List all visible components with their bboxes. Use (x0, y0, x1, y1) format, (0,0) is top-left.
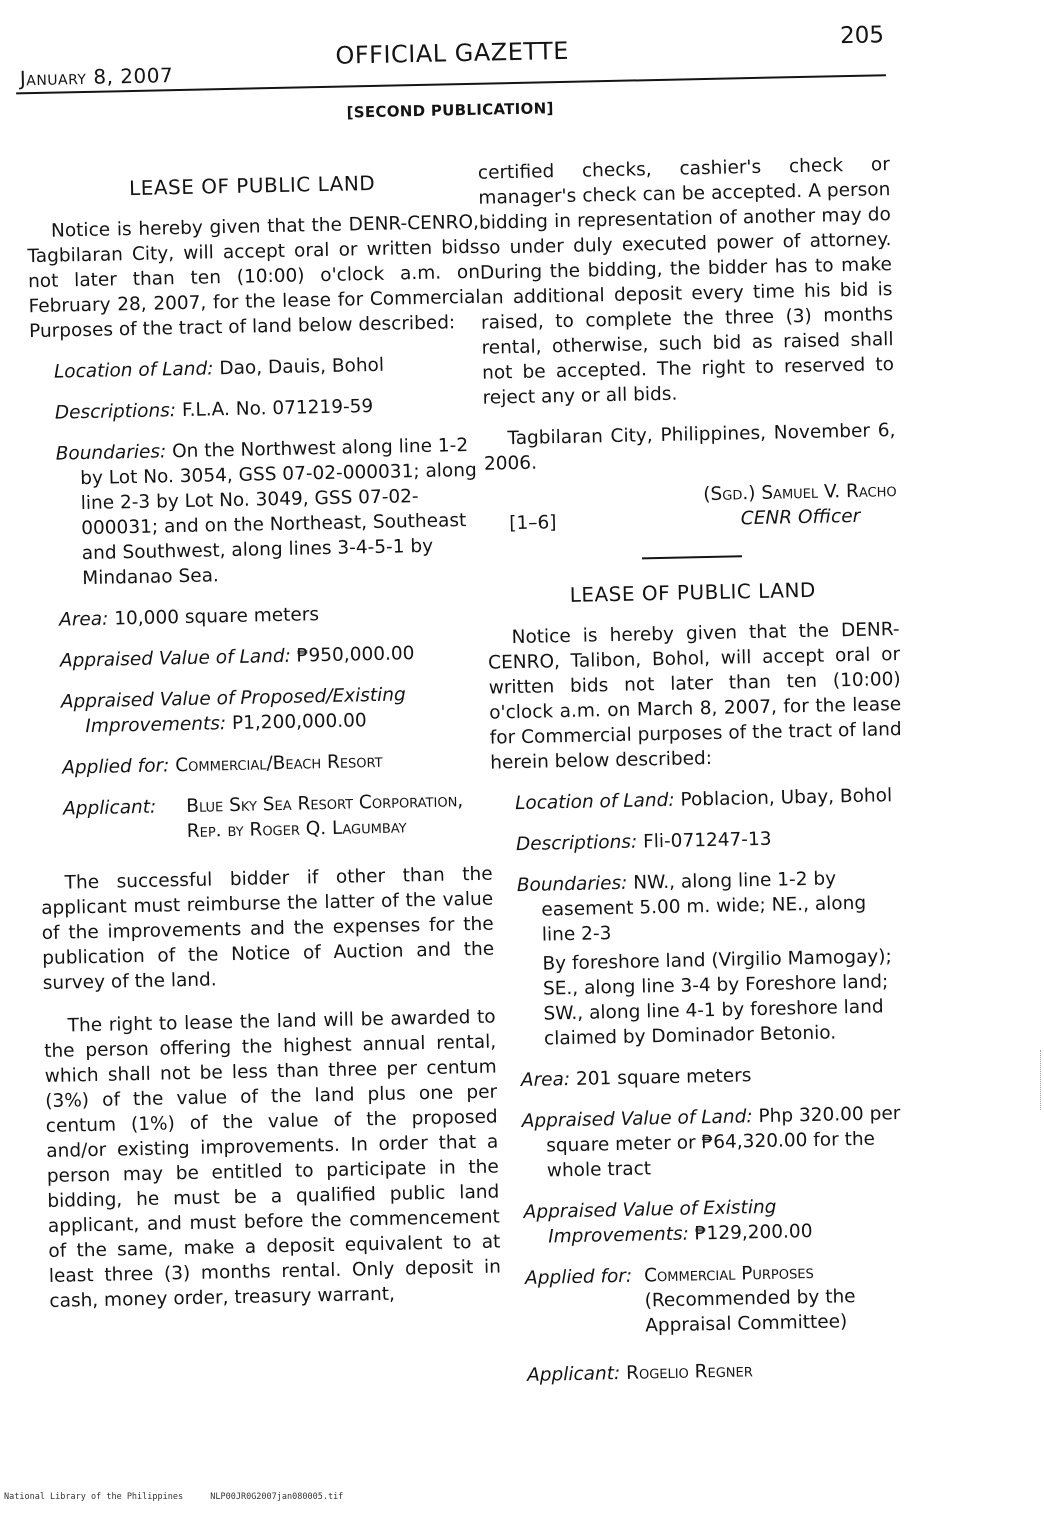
notice1-area (35, 599, 487, 633)
notice1-appraised-land (36, 640, 488, 674)
notice2-location (491, 783, 903, 817)
notice1-appraised-improvements (37, 681, 490, 740)
applicant-value: Rogelio Regner (625, 1360, 754, 1384)
publication-label: [SECOND PUBLICATION] (346, 99, 554, 122)
area-label: Area: (520, 1069, 571, 1092)
appraised-land-label: Appraised Value of Land: (59, 645, 292, 672)
notice2-intro: Notice is hereby given that the DENR-CENRO, Talibon, Bohol, will accept oral or written bids not later than ten (10:00) o'clock a.m. on March 8, 2007, for the lease for Commercial purposes of the tract of land herein below described: (487, 619, 902, 774)
signatory-position: CENR Officer (740, 505, 861, 530)
applied-for-label: Applied for: (524, 1265, 633, 1290)
notice1-signature-block (484, 478, 897, 537)
issue-reference: [1–6] (509, 512, 557, 535)
notice1-applied-for (38, 747, 490, 781)
area-value: 201 square meters (575, 1065, 752, 1090)
signature (703, 478, 897, 532)
boundaries-value: On the Northwest along line 1-2 by Lot No. 3054, GSS 07-02-000031; along line 2-3 by Lot No. 3049, GSS 07-02-000031; and on the Northeast, Southeast and Southwest, along lines 3-4-5-1 by Mindanao Sea. (80, 435, 477, 590)
location-value: Dao, Dauis, Bohol (219, 354, 385, 380)
applied-for-block (644, 1258, 914, 1339)
appraised-improvements-value: P1,200,000.00 (231, 710, 367, 735)
boundaries-label: Boundaries: (55, 441, 167, 465)
notice1-title: LEASE OF PUBLIC LAND (128, 170, 376, 201)
notice2-title: LEASE OF PUBLIC LAND (569, 577, 817, 607)
notice2-boundaries-continued: By foreshore land (Virgilio Mamogay); SE., along line 3-4 by Foreshore land; SW., along line 4-1 by foreshore land claimed by Dominador Betonio. (542, 946, 892, 1050)
right-column (478, 152, 916, 1388)
page-number: 205 (839, 22, 885, 50)
notice1-place-date: Tagbilaran City, Philippines, November 6, 2006. (483, 420, 896, 475)
descriptions-label: Descriptions: (54, 400, 177, 424)
scan-margin-marks (1040, 1050, 1042, 1110)
location-label: Location of Land: (514, 789, 675, 815)
library-credit: National Library of the Philippines (4, 1492, 184, 1502)
appraised-land-value: ₱950,000.00 (296, 643, 415, 667)
appraised-improvements-label: Appraised Value of Proposed/Existing Improvements: (60, 684, 406, 738)
notice2-applied-for (501, 1258, 914, 1342)
notice2-appraised-improvements (499, 1192, 912, 1251)
notice2-boundaries (493, 865, 906, 949)
notice-separator (642, 555, 742, 559)
location-value: Poblacion, Ubay, Bohol (680, 785, 893, 811)
notice1-right-paragraph: The right to lease the land will be awarded to the person offering the highest annual rental, which shall not be less than three per centum (3%) of the value of the land plus one per centum (1%) of the value of the proposed and/or existing improvements. In order that a person may be entitled to participate in the bidding, he must be a qualified public land applicant, and must before the commencement of the same, make a deposit equivalent to at least three (3) months rental. Only deposit in cash, money order, treasury warrant, (43, 1006, 502, 1312)
boundaries-value: NW., along line 1-2 by easement 5.00 m. wide; NE., along line 2-3 (541, 868, 867, 946)
notice2-area (497, 1060, 909, 1094)
notice1-applicant (39, 788, 492, 847)
applied-for-label: Applied for: (62, 755, 170, 779)
notice1-boundaries (31, 433, 486, 592)
appraised-improvements-label: Appraised Value of Existing Improvements: (523, 1196, 777, 1248)
issue-date: January 8, 2007 (19, 63, 174, 91)
descriptions-value: Fli-071247-13 (642, 828, 772, 853)
notice1-descriptions (31, 392, 483, 426)
appraised-land-label: Appraised Value of Land: (521, 1106, 753, 1133)
appraised-land-value: Php 320.00 per square meter or ₱64,320.00 for the whole tract (546, 1103, 901, 1182)
descriptions-value: F.L.A. No. 071219-59 (181, 396, 374, 422)
notice1-location (30, 351, 482, 385)
file-identifier: NLP00JR0G2007jan080005.tif (210, 1492, 344, 1502)
area-label: Area: (58, 608, 109, 631)
applicant-label: Applicant: (62, 796, 157, 820)
applied-for-note: (Recommended by the Appraisal Committee) (644, 1286, 856, 1337)
notice1-continued-paragraph: certified checks, cashier's check or manager's check can be accepted. A person bidding in representation of another may do so under duly executed power of attorney. During the bidding, the bidder has to make an additional deposit every time his bid is raised, to complete the three (3) months rental, otherwise, such bid as raised shall not be accepted. The right to reserved to reject any or all bids. (477, 154, 895, 409)
applicant-value: Blue Sky Sea Resort Corporation, Rep. by Roger Q. Lagumbay (186, 790, 464, 842)
applied-for-value: Commercial/Beach Resort (175, 750, 383, 777)
left-column (26, 169, 502, 1314)
scan-footer (4, 1492, 343, 1502)
appraised-improvements-value: ₱129,200.00 (694, 1220, 813, 1245)
notice1-reimburse-paragraph: The successful bidder if other than the applicant must reimburse the latter of the value of the improvements and the expenses for the publication of the Notice of Auction and the survey of the land. (40, 863, 495, 995)
gazette-title: OFFICIAL GAZETTE (335, 36, 570, 70)
location-label: Location of Land: (53, 358, 214, 383)
notice1-intro: Notice is hereby given that the DENR-CENRO, Tagbilaran City, will accept oral or written bids not later than ten (10:00) o'clock a.m. on February 28, 2007, for the lease for Commercial Purposes of the tract of land below described: (27, 211, 481, 343)
applicant-label: Applicant: (526, 1363, 621, 1386)
area-value: 10,000 square meters (114, 604, 320, 630)
signatory-name: (Sgd.) Samuel V. Racho (703, 480, 897, 506)
notice2-applicant (503, 1355, 915, 1389)
boundaries-label: Boundaries: (516, 872, 628, 897)
notice2-descriptions (492, 824, 904, 858)
applied-for-value: Commercial Purposes (643, 1261, 814, 1287)
notice2-appraised-land (498, 1101, 911, 1185)
descriptions-label: Descriptions: (515, 831, 638, 856)
